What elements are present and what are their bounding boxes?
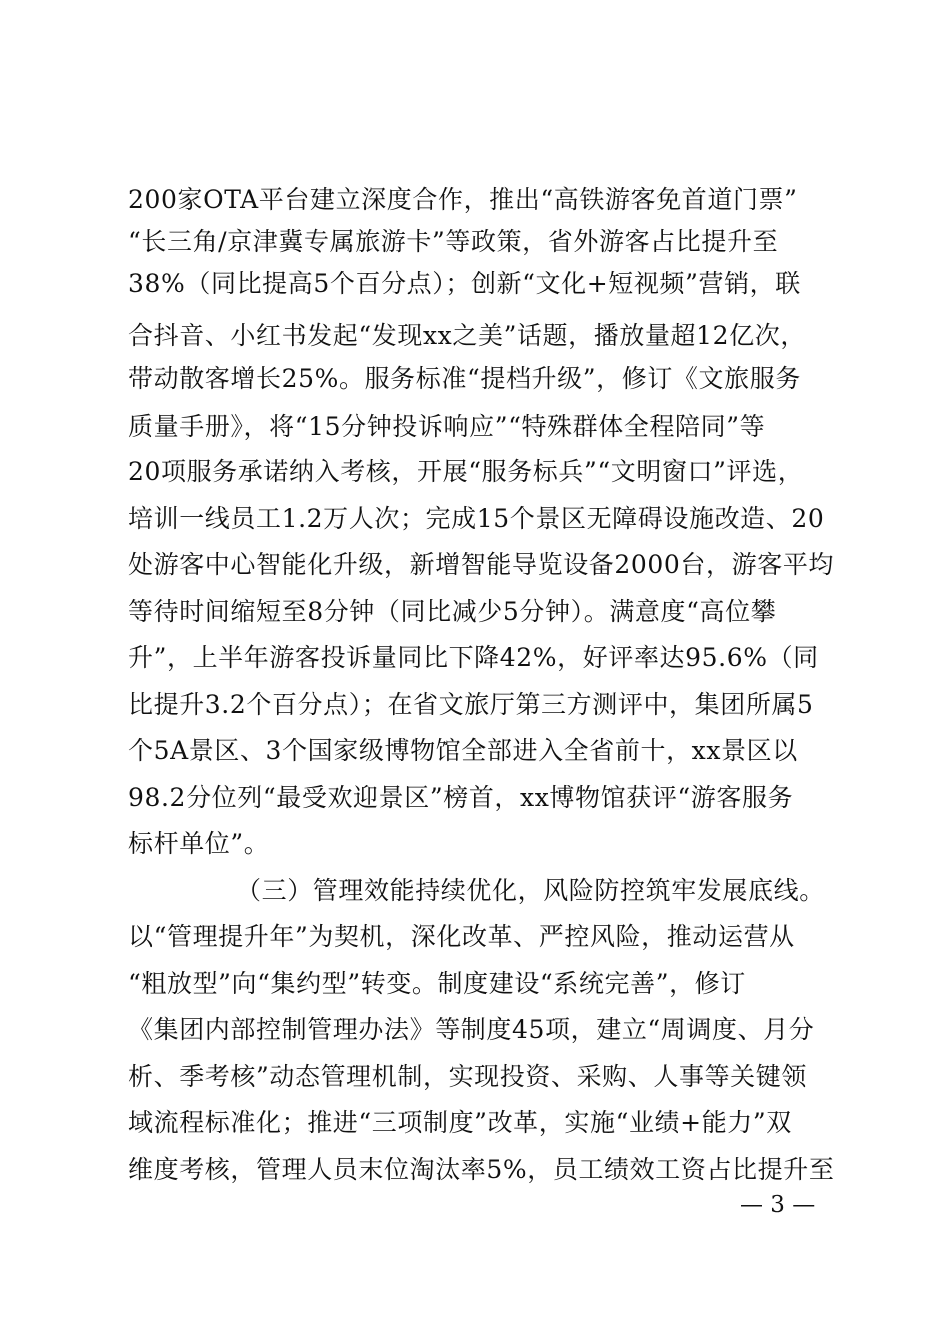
body-text-line: “长三角/京津冀专属旅游卡”等政策，省外游客占比提升至 xyxy=(128,227,779,256)
body-text-line: 比提升3.2个百分点）；在省文旅厅第三方测评中，集团所属5 xyxy=(128,690,814,719)
body-text-line: 升”，上半年游客投诉量同比下降42%，好评率达95.6%（同 xyxy=(128,643,819,672)
body-text-line: 个5A景区、3个国家级博物馆全部进入全省前十，xx景区以 xyxy=(128,736,798,765)
body-text-line: 析、季考核”动态管理机制，实现投资、采购、人事等关键领 xyxy=(128,1062,807,1091)
body-text-line: 带动散客增长25%。服务标准“提档升级”，修订《文旅服务 xyxy=(128,364,801,393)
body-text-line: 《集团内部控制管理办法》等制度45项，建立“周调度、月分 xyxy=(128,1015,815,1044)
body-text-line: 20项服务承诺纳入考核，开展“服务标兵”“文明窗口”评选， xyxy=(128,457,804,486)
body-text-line: 维度考核，管理人员末位淘汰率5%，员工绩效工资占比提升至 xyxy=(128,1155,835,1184)
body-text-line: “粗放型”向“集约型”转变。制度建设“系统完善”，修订 xyxy=(128,969,746,998)
body-text-line: 以“管理提升年”为契机，深化改革、严控风险，推动运营从 xyxy=(128,922,795,951)
body-text-line: 合抖音、小红书发起“发现xx之美”话题，播放量超12亿次， xyxy=(128,321,806,350)
body-text-line: 200家OTA平台建立深度合作，推出“高铁游客免首道门票” xyxy=(128,185,798,214)
body-text-line: 等待时间缩短至8分钟（同比减少5分钟）。满意度“高位攀 xyxy=(128,597,777,626)
body-text-line: 处游客中心智能化升级，新增智能导览设备2000台，游客平均 xyxy=(128,550,835,579)
body-text-line: 域流程标准化；推进“三项制度”改革，实施“业绩+能力”双 xyxy=(128,1108,792,1137)
body-text-line: 98.2分位列“最受欢迎景区”榜首，xx博物馆获评“游客服务 xyxy=(128,783,794,812)
body-text-line: 培训一线员工1.2万人次；完成15个景区无障碍设施改造、20 xyxy=(128,504,825,533)
section-heading: （三）管理效能持续优化，风险防控筑牢发展底线。 xyxy=(236,876,825,905)
page-number: — 3 — xyxy=(740,1192,816,1218)
body-text-line: 质量手册》，将“15分钟投诉响应”“特殊群体全程陪同”等 xyxy=(128,412,766,441)
body-text-line: 38%（同比提高5个百分点）；创新“文化+短视频”营销，联 xyxy=(128,269,801,298)
body-text-line: 标杆单位”。 xyxy=(128,829,270,858)
